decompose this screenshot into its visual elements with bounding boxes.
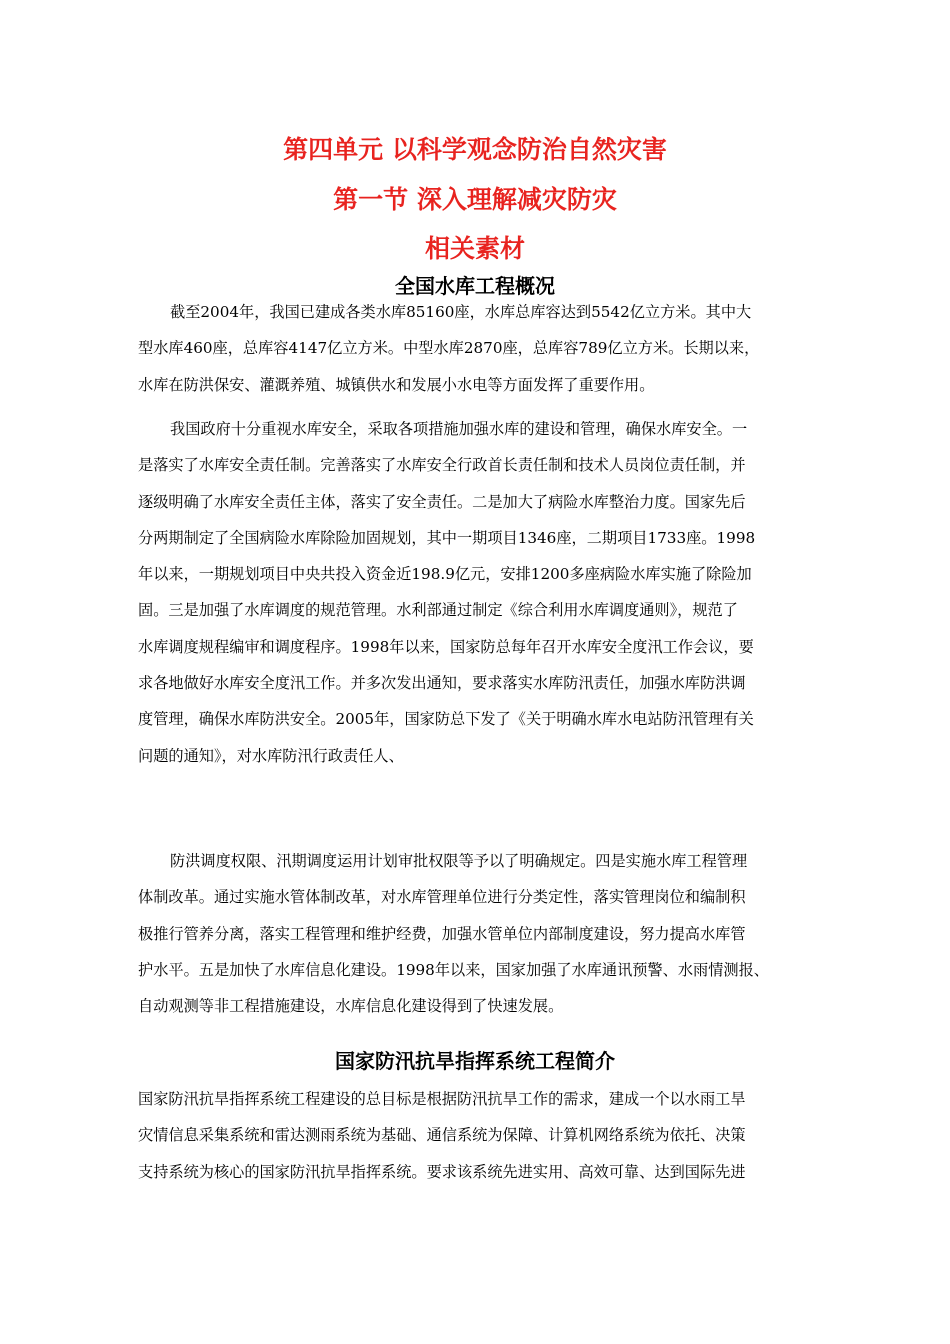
article2-heading: 国家防汛抗旱指挥系统工程简介: [335, 1049, 615, 1073]
text-line: 水库在防洪保安、灌溉养殖、城镇供水和发展小水电等方面发挥了重要作用。: [138, 375, 655, 394]
text-line: 分两期制定了全国病险水库除险加固规划，其中一期项目1346座，二期项目1733座。1998: [138, 528, 756, 547]
text-line: 问题的通知》，对水库防汛行政责任人、: [138, 746, 404, 765]
text-line: 护水平。五是加快了水库信息化建设。1998年以来，国家加强了水库通讯预警、水雨情测报、: [138, 960, 769, 979]
text-line: 水库调度规程编审和调度程序。1998年以来，国家防总每年召开水库安全度汛工作会议，要: [138, 637, 754, 656]
text-line: 极推行管养分离，落实工程管理和维护经费，加强水管单位内部制度建设，努力提高水库管: [138, 924, 746, 943]
text-line: 年以来，一期规划项目中央共投入资金近198.9亿元，安排1200多座病险水库实施了除险加: [138, 565, 752, 584]
text-line: 截至2004年，我国已建成各类水库85160座，水库总库容达到5542亿立方米。其中大: [170, 303, 752, 321]
text-line: 固。三是加强了水库调度的规范管理。水利部通过制定《综合利用水库调度通则》，规范了: [138, 601, 738, 620]
article1-paragraph-2: [138, 411, 818, 774]
text-line: 是落实了水库安全责任制。完善落实了水库安全行政首长责任制和技术人员岗位责任制，并: [138, 456, 746, 475]
text-line: 型水库460座，总库容4147亿立方米。中型水库2870座，总库容789亿立方米。长期以来，: [138, 339, 760, 358]
text-line: 求各地做好水库安全度汛工作。并多次发出通知，要求落实水库防汛责任，加强水库防洪调: [138, 674, 746, 693]
text-line: 逐级明确了水库安全责任主体，落实了安全责任。二是加大了病险水库整治力度。国家先后: [138, 492, 746, 511]
text-line: 自动观测等非工程措施建设，水库信息化建设得到了快速发展。: [138, 997, 564, 1016]
text-line: 我国政府十分重视水库安全，采取各项措施加强水库的建设和管理，确保水库安全。一: [170, 420, 748, 438]
text-line: 防洪调度权限、汛期调度运用计划审批权限等予以了明确规定。四是实施水库工程管理: [170, 852, 748, 870]
text-line: 国家防汛抗旱指挥系统工程建设的总目标是根据防汛抗旱工作的需求，建成一个以水雨工旱: [138, 1090, 746, 1108]
text-line: 支持系统为核心的国家防汛抗旱指挥系统。要求该系统先进实用、高效可靠、达到国际先进: [138, 1162, 746, 1181]
text-line: 度管理，确保水库防洪安全。2005年，国家防总下发了《关于明确水库水电站防汛管理有关: [138, 710, 754, 729]
article1-paragraph-1: [138, 294, 818, 403]
text-line: 灾情信息采集系统和雷达测雨系统为基础、通信系统为保障、计算机网络系统为依托、决策: [138, 1126, 746, 1145]
article1-paragraph-3: [138, 843, 818, 1024]
text-line: 体制改革。通过实施水管体制改革，对水库管理单位进行分类定性，落实管理岗位和编制积: [138, 888, 746, 907]
article2-paragraph-1: [138, 1081, 818, 1190]
section-title: 第一节 深入理解减灾防灾: [333, 185, 617, 214]
unit-title: 第四单元 以科学观念防治自然灾害: [283, 135, 667, 164]
article1-heading: 全国水库工程概况: [395, 274, 555, 298]
material-title: 相关素材: [424, 234, 525, 263]
